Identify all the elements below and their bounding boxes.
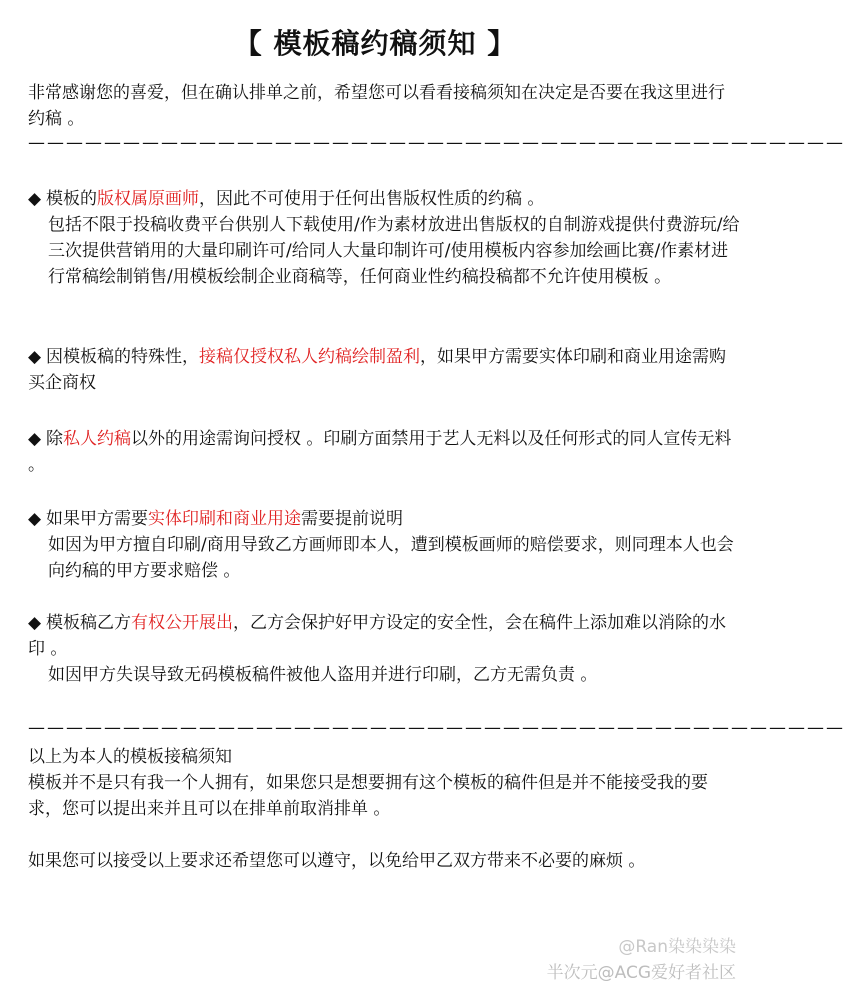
notice-text-pre: 模板稿乙方 — [46, 613, 131, 633]
closing-heading: 以上为本人的模板接稿须知 — [28, 747, 232, 767]
top-divider: ——————————————————————————————————————————— — [28, 133, 845, 153]
notice-text-post: 需要提前说明 — [301, 509, 403, 529]
notice-item-private-license — [28, 344, 740, 396]
notice-text-post: ，如果甲方需要实体印刷和商业用途需购买企商权 — [28, 347, 726, 393]
notice-detail: 如因甲方失误导致无码模板稿件被他人盗用并进行印刷，乙方无需负责 。 — [48, 665, 598, 685]
notice-detail: 如因为甲方擅自印刷/商用导致乙方画师即本人，遭到模板画师的赔偿要求，则同理本人也会向约稿的甲方要求赔偿 。 — [48, 535, 734, 581]
notice-text-pre: 如果甲方需要 — [46, 509, 148, 529]
notice-detail: 包括不限于投稿收费平台供别人下载使用/作为素材放进出售版权的自制游戏提供付费游玩/给三次提供营销用的大量印刷许可/给同人大量印制许可/使用模板内容参加绘画比赛/作素材进行常稿绘制销售/用模板绘制企业商稿等，任何商业性约稿投稿都不允许使用模板 。 — [48, 215, 740, 287]
notice-item-public-display — [28, 610, 740, 688]
notice-text-pre: 因模板稿的特殊性， — [46, 347, 199, 367]
bullet-diamond-icon: ◆ — [28, 189, 42, 209]
notice-text-post: 以外的用途需询问授权 。印刷方面禁用于艺人无料以及任何形式的同人宣传无料 。 — [28, 429, 732, 475]
intro-text: 非常感谢您的喜爱，但在确认排单之前，希望您可以看看接稿须知在决定是否要在我这里进行约稿 。 — [28, 83, 725, 129]
bullet-diamond-icon: ◆ — [28, 509, 42, 529]
notice-highlight: 有权公开展出 — [131, 613, 233, 633]
notice-highlight: 私人约稿 — [63, 429, 131, 449]
closing-body: 模板并不是只有我一个人拥有，如果您只是想要拥有这个模板的稿件但是并不能接受我的要求，您可以提出来并且可以在排单前取消排单 。 — [28, 773, 708, 819]
bullet-diamond-icon: ◆ — [28, 429, 42, 449]
closing-request: 如果您可以接受以上要求还希望您可以遵守，以免给甲乙双方带来不必要的麻烦 。 — [28, 851, 646, 871]
notice-item-copyright — [28, 186, 740, 290]
bottom-divider: ——————————————————————————————————————————— — [28, 718, 845, 738]
bullet-diamond-icon: ◆ — [28, 347, 42, 367]
notice-item-usage-permission — [28, 426, 740, 478]
page-title: 【 模板稿约稿须知 】 — [233, 27, 517, 60]
notice-highlight: 接稿仅授权私人约稿绘制盈利 — [199, 347, 420, 367]
author-watermark: @Ran染染染染 — [618, 937, 736, 957]
bullet-diamond-icon: ◆ — [28, 613, 42, 633]
notice-text-post: ，因此不可使用于任何出售版权性质的约稿 。 — [199, 189, 545, 209]
notice-highlight: 实体印刷和商业用途 — [148, 509, 301, 529]
notice-item-commercial-use — [28, 506, 740, 584]
notice-text-pre: 模板的 — [46, 189, 97, 209]
notice-highlight: 版权属原画师 — [97, 189, 199, 209]
site-watermark: 半次元@ACG爱好者社区 — [546, 963, 736, 983]
notice-text-post: ，乙方会保护好甲方设定的安全性，会在稿件上添加难以消除的水印 。 — [28, 613, 726, 659]
notice-text-pre: 除 — [46, 429, 63, 449]
